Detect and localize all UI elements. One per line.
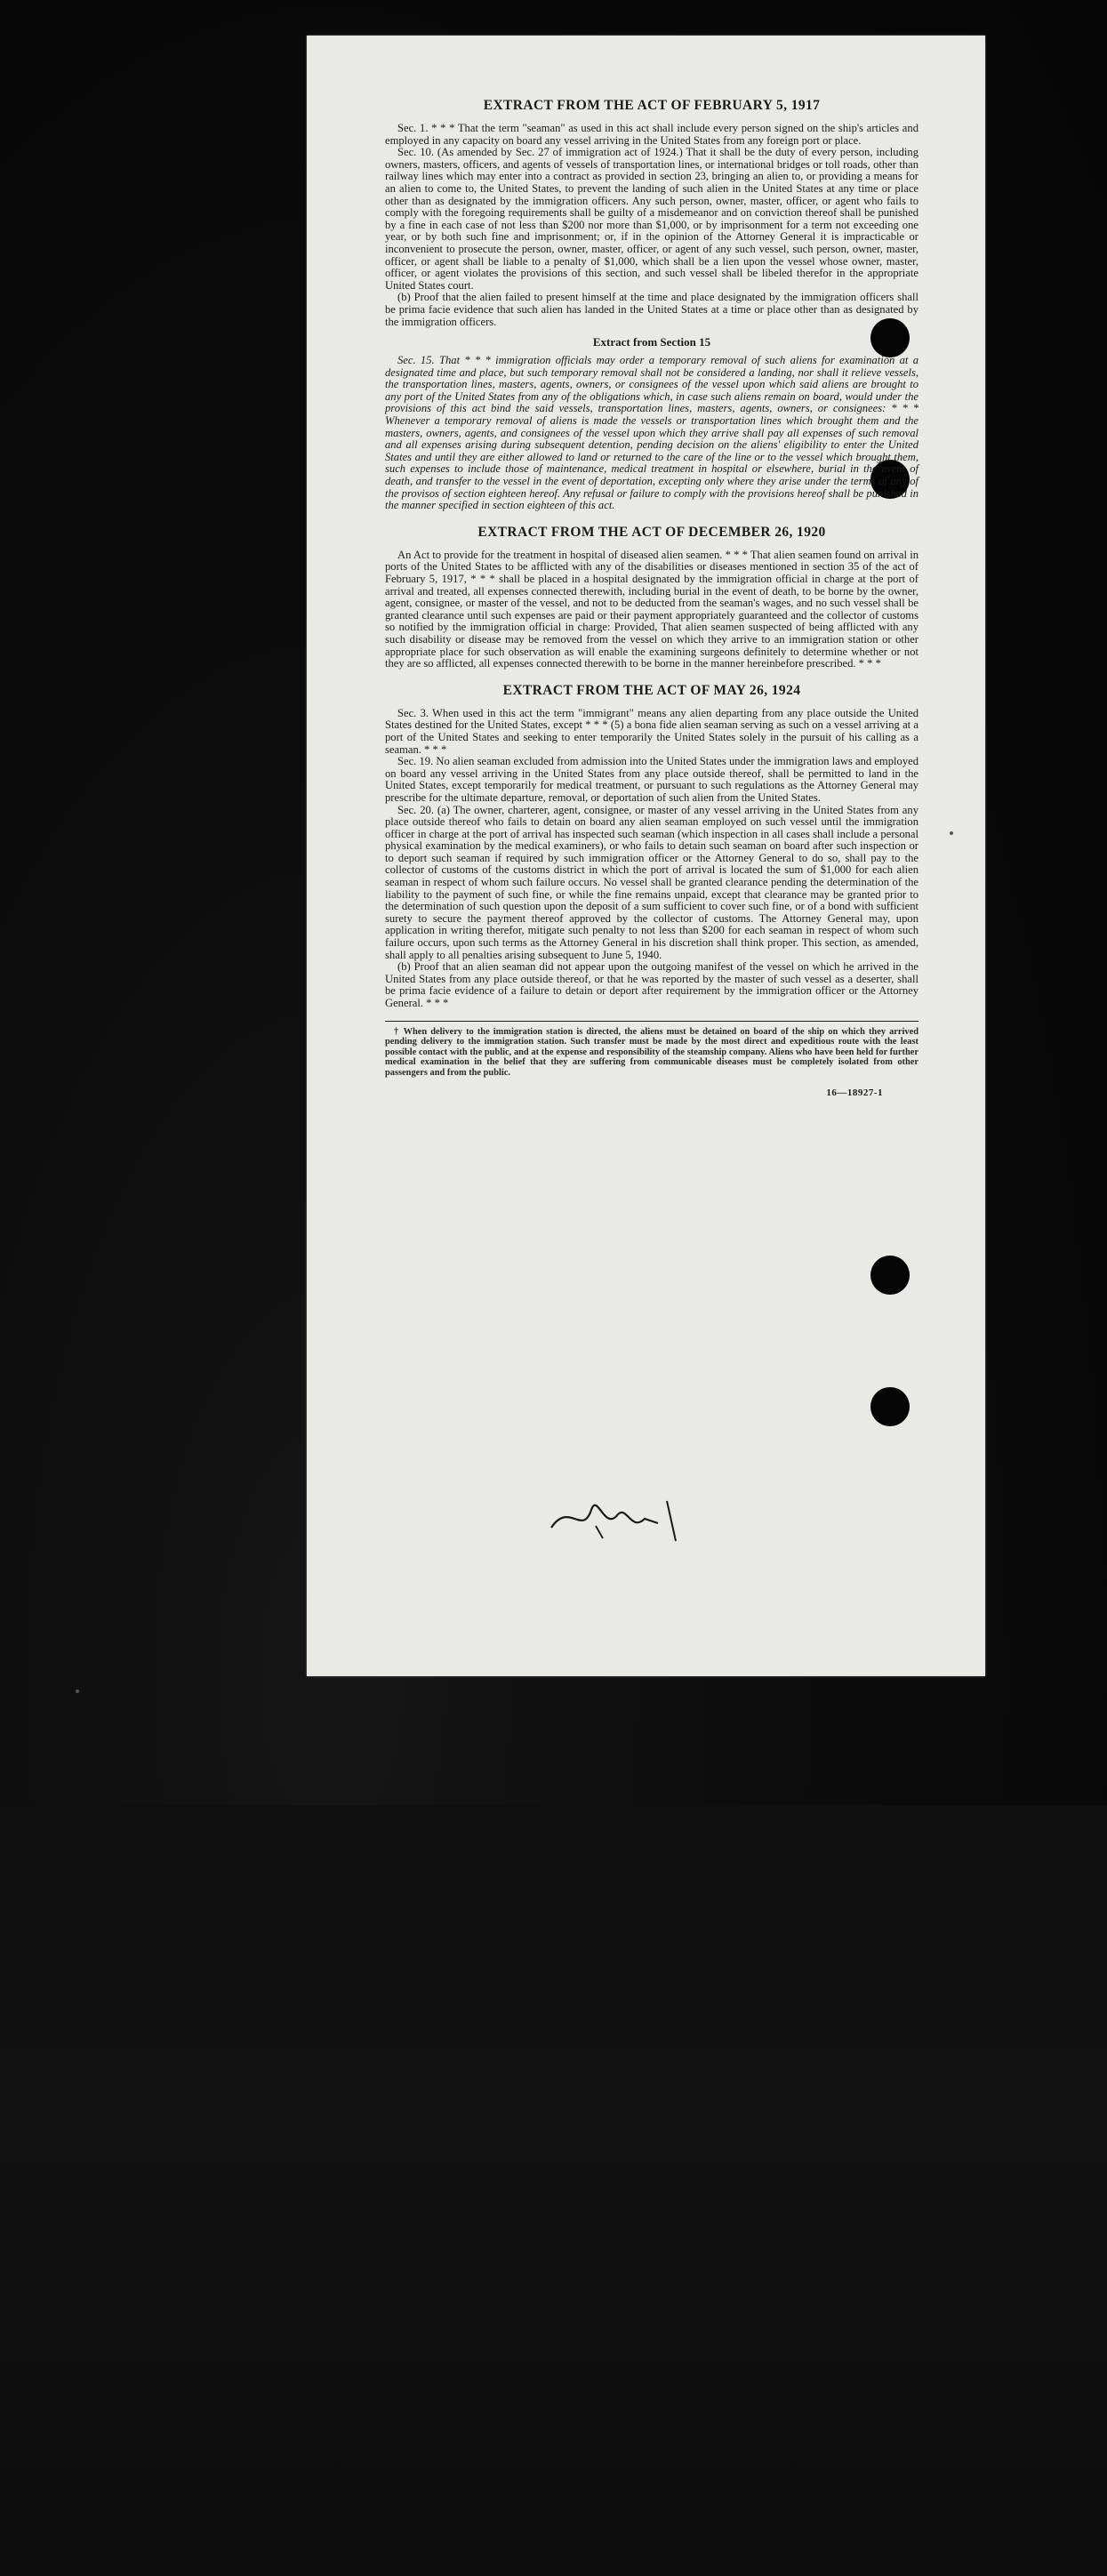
section-heading: EXTRACT FROM THE ACT OF MAY 26, 1924 <box>502 682 801 698</box>
scan-speck <box>950 831 953 835</box>
section-act-1920 <box>385 525 918 670</box>
punch-hole <box>870 1256 910 1295</box>
paragraph: Sec. 20. (a) The owner, charterer, agent, consignee, or master of any vessel arriving in the United States from any place outside thereof who fails to detain on board any alien seaman employed on such vessel until the immigration officer in charge at the port of arrival has inspected such seaman (which inspection in all cases shall include a personal physical examination by the medical examiners), or who fails to detain such seaman on board after such inspection or to deport such seaman if required by such immigration officer or the Attorney General to do so, shall pay to the collector of customs of the customs district in which the port of arrival is located the sum of $1,000 for each alien seaman in respect of whom such failure occurs. No vessel shall be granted clearance pending the determination of the liability to the payment of such fine, or while the fine remains unpaid, except that clearance may be granted prior to the determination of such question upon the deposit of a sum sufficient to cover such fine, or of a bond with sufficient surety to secure the payment thereof approved by the collector of customs. The Attorney General may, upon application in writing therefor, mitigate such penalty to not less than $200 for each seaman in respect of whom such failure occurs, upon such terms as the Attorney General in his discretion shall think proper. This section, as amended, shall apply to all penalties arising subsequent to June 5, 1940. <box>385 803 918 961</box>
section-act-1917 <box>385 98 918 328</box>
paragraph: Sec. 10. (As amended by Sec. 27 of immigration act of 1924.) That it shall be the duty of every person, including owners, masters, officers, and agents of vessels of transportation lines, or international bridges or toll roads, other than railway lines which may enter into a contract as provided in section 23, bringing an alien to, or providing a means for an alien to come to, the United States, to prevent the landing of such alien in the United States at any time or place other than as designated by the immigration officers. Any such person, owner, master, officer, or agent who fails to comply with the foregoing requirements shall be guilty of a misdemeanor and on conviction thereof shall be punished by a fine in each case of not less than $200 nor more than $1,000, or by imprisonment for a term not exceeding one year, or by both such fine and imprisonment; or, if in the opinion of the Attorney General it is impracticable or inconvenient to prosecute the person, owner, master, officer, or agent of any such vessel, such person, owner, master, officer, or agent shall be liable to a penalty of $1,000, which shall be a lien upon the vessel whose owner, master, officer, or agent violates the provisions of this section, and such vessel shall be libeled therefor in the appropriate United States court. <box>385 146 918 292</box>
paragraph: Sec. 19. No alien seaman excluded from admission into the United States under the immigration laws and employed on board any vessel arriving in the United States from any place outside thereof, shall be permitted to land in the United States, except temporarily for medical treatment, or pursuant to such regulations as the Attorney General may prescribe for the ultimate departure, removal, or deportation of such alien from the United States. <box>385 755 918 804</box>
form-number: 16—18927-1 <box>826 1087 883 1098</box>
paragraph: (b) Proof that the alien failed to present himself at the time and place designated by the immigration officers shall be prima facie evidence that such alien has landed in the United States at a time or place other than as designated by the immigration officers. <box>385 291 918 328</box>
section-subheading: Extract from Section 15 <box>592 335 711 349</box>
scan-speck <box>76 1689 79 1693</box>
footnote: † When delivery to the immigration station is directed, the aliens must be detained on board of the ship on which they arrived pending delivery to the immigration station. Such transfer must be made by the most direct and expeditious route with the least possible contact with the public, and at the expense and responsibility of the steamship company. Aliens who have been held for further medical examination in the belief that they are suffering from communicable diseases must be completely isolated from other passengers and from the public. <box>385 1026 918 1078</box>
document-body <box>385 98 918 1098</box>
scan-lower-band <box>0 1805 1107 2576</box>
section-act-1924 <box>385 683 918 1010</box>
section-heading: EXTRACT FROM THE ACT OF FEBRUARY 5, 1917 <box>483 98 821 113</box>
section-extract-15 <box>385 335 918 512</box>
handwritten-signature <box>542 1483 720 1545</box>
paragraph: Sec. 3. When used in this act the term "immigrant" means any alien departing from any place outside the United States destined for the United States, except * * * (5) a bona fide alien seaman serving as such on a vessel arriving at a port of the United States and seeking to enter temporarily the United States solely in the pursuit of his calling as a seaman. * * * <box>385 706 918 756</box>
paragraph: An Act to provide for the treatment in hospital of diseased alien seamen. * * * That alien seamen found on arrival in ports of the United States to be afflicted with any of the disabilities or diseases mentioned in section 35 of the act of February 5, 1917, * * * shall be placed in a hospital designated by the immigration official in charge at the port of arrival and treated, all expenses connected therewith, including burial in the event of death, to be borne by the owner, agent, consignee, or master of the vessel, and not to be deducted from the seaman's wages, and no such vessel shall be granted clearance until such expenses are paid or their payment appropriately guaranteed and the collector of customs so notified by the immigration official in charge: Provided, That alien seamen suspected of being afflicted with any such disability or disease may be removed from the vessel on which they arrive to an immigration station or other appropriate place for such observation as will enable the examining surgeons definitely to determine whether or not they are so afflicted, all expenses connected therewith to be borne in the manner hereinbefore prescribed. * * * <box>385 548 918 670</box>
punch-hole <box>870 1387 910 1426</box>
paragraph: (b) Proof that an alien seaman did not appear upon the outgoing manifest of the vessel on which he arrived in the United States from any place outside thereof, or that he was reported by the master of such vessel as a deserter, shall be prima facie evidence of a failure to detain or deport after requirement by the immigration officer or the Attorney General. * * * <box>385 960 918 1009</box>
paragraph: Sec. 1. * * * That the term "seaman" as used in this act shall include every person signed on the ship's articles and employed in any capacity on board any vessel arriving in the United States from any foreign port or place. <box>385 122 918 147</box>
section-heading: EXTRACT FROM THE ACT OF DECEMBER 26, 1920 <box>477 524 826 540</box>
document-page <box>307 36 985 1676</box>
paragraph: Sec. 15. That * * * immigration officials may order a temporary removal of such aliens for examination at a designated time and place, but such temporary removal shall not be considered a landing, nor shall it relieve vessels, the transportation lines, masters, agents, owners, or consignees of the vessel upon which said aliens are brought to any port of the United States from any of the obligations which, in case such aliens remain on board, would under the provisions of this act bind the said vessels, transportation lines, masters, agents, owners, or consignees: * * * Whenever a temporary removal of aliens is made the vessels or transportation lines which brought them and the masters, owners, agents, and consignees of the vessel upon which they arrive shall pay all expenses of such removal and all expenses arising during subsequent detention, pending decision on the aliens' eligibility to enter the United States and until they are either allowed to land or returned to the care of the line or to the vessel which brought them, such expenses to include those of maintenance, medical treatment in hospital or elsewhere, burial in the event of death, and transfer to the vessel in the event of deportation, excepting only where they arise under the terms of any of the provisos of section eighteen hereof. Any refusal or failure to comply with the provisions hereof shall be punished in the manner specified in section eighteen of this act. <box>385 354 918 512</box>
footnote-divider <box>385 1021 918 1022</box>
